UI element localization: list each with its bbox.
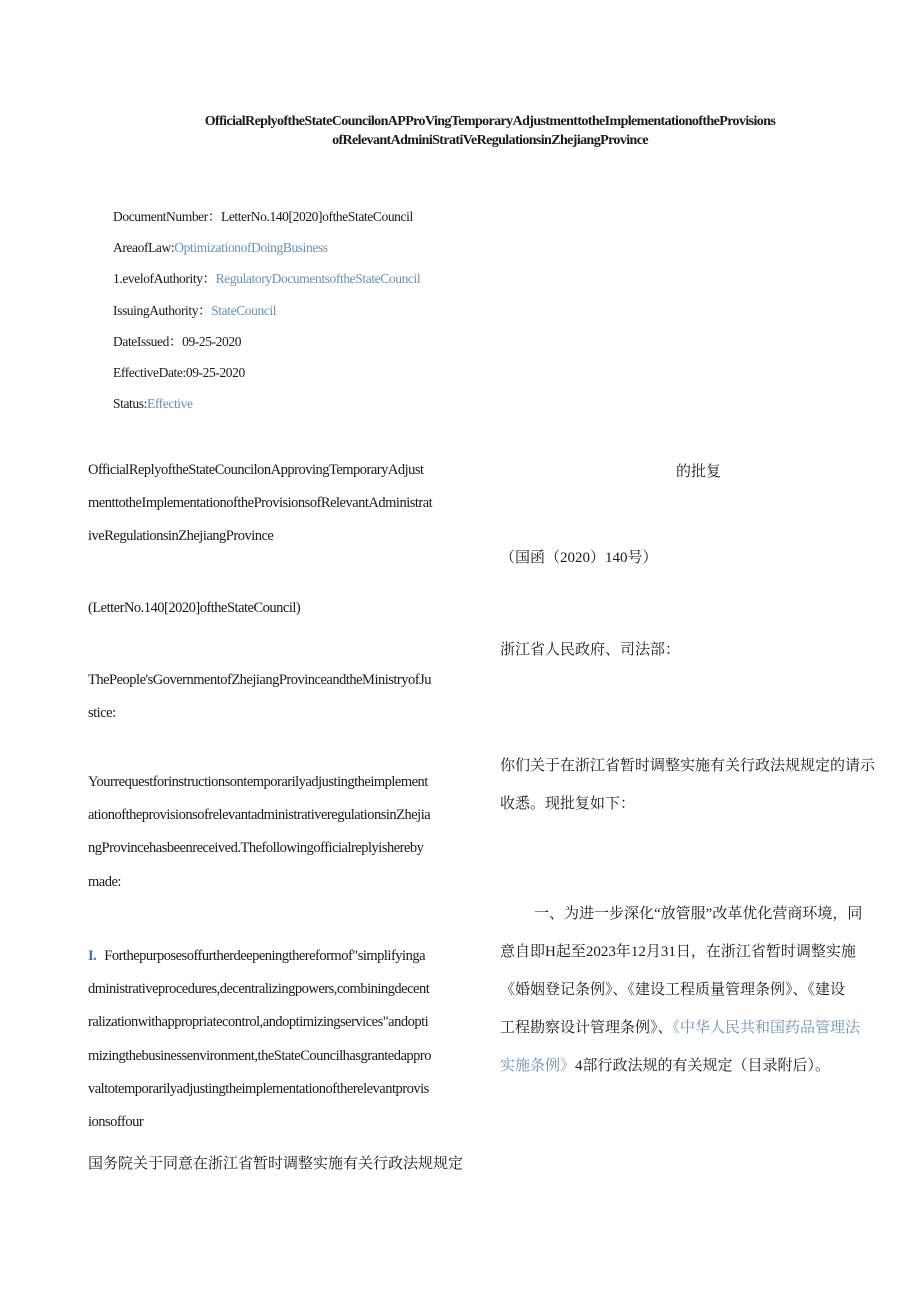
meta-level-of-authority: [113, 268, 420, 299]
meta-label: AreaofLaw:: [113, 240, 175, 256]
chinese-item-1-line: [500, 1016, 862, 1054]
english-heading-line: OfficialReplyoftheStateCouncilonApprovingTemporaryAdjust: [88, 462, 424, 478]
chinese-item-1-text: 4部行政法规的有关规定（目录附后）。: [575, 1058, 831, 1074]
meta-label: DocumentNumber：: [113, 209, 221, 224]
english-letter-number-text: (LetterNo.140[2020]oftheStateCouncil): [88, 600, 301, 616]
english-item-1-line: [88, 944, 431, 977]
drug-admin-law-link-cont[interactable]: 实施条例》: [500, 1058, 576, 1074]
chinese-item-1-text: 工程勘察设计管理条例》、: [500, 1020, 673, 1036]
english-item-1-line: ionsoffour: [88, 1113, 144, 1130]
english-item-1-line: valtotemporarilyadjustingtheimplementationoftherelevantprovis: [88, 1080, 429, 1097]
chinese-item-1-line: 意自即H起至2023年12月31日，在浙江省暂时调整实施: [500, 944, 856, 960]
chinese-item-1: [500, 902, 862, 1092]
meta-label: IssuingAuthority：: [113, 302, 212, 318]
document-title-line-2: ofRelevantAdminiStratiVeRegulationsinZhejiangProvince: [332, 133, 648, 148]
meta-label: 1.evelofAuthority：: [113, 271, 216, 287]
meta-date-issued: [113, 331, 420, 362]
chinese-title-end: 的批复: [676, 464, 722, 480]
chinese-item-1-line: 《婚姻登记条例》、《建设工程质量管理条例》、《建设: [500, 982, 846, 998]
meta-value: 09-25-2020: [182, 333, 242, 349]
english-item-1-line: ralizationwithappropriatecontrol,andoptimizingservices"andopti: [88, 1014, 429, 1031]
meta-document-number: [113, 206, 420, 237]
english-heading-line: menttotheImplementationoftheProvisionsofRelevantAdministrat: [88, 495, 433, 512]
chinese-addressee: 浙江省人民政府、司法部：: [500, 642, 681, 658]
english-intro-line: ationoftheprovisionsofrelevantadministrativeregulationsinZhejia: [88, 807, 431, 824]
item-marker: I.: [88, 948, 97, 964]
english-intro: [88, 770, 430, 903]
document-title: [120, 112, 860, 150]
english-addressee: [88, 668, 431, 734]
english-heading: [88, 458, 432, 558]
issuing-authority-link[interactable]: StateCouncil: [211, 302, 277, 318]
chinese-intro-line: 收悉。现批复如下：: [500, 796, 636, 812]
level-of-authority-link[interactable]: RegulatoryDocumentsoftheStateCouncil: [215, 271, 421, 287]
meta-issuing-authority: [113, 300, 420, 331]
english-addressee-line: stice:: [88, 705, 116, 722]
meta-status: [113, 393, 420, 424]
english-letter-number: [88, 596, 300, 629]
chinese-title-line: 国务院关于同意在浙江省暂时调整实施有关行政法规规定: [88, 1156, 464, 1172]
chinese-document-number: （国函（2020）140号）: [500, 550, 658, 566]
meta-label: DateIssued：: [113, 333, 183, 349]
document-title-line-1: OfficialReplyoftheStateCouncilonAPProVingTemporaryAdjustmenttotheImplementationoftheProvisions: [204, 114, 776, 129]
english-addressee-line: ThePeople'sGovernmentofZhejiangProvinceandtheMinistryofJu: [88, 672, 431, 688]
english-heading-line: iveRegulationsinZhejiangProvince: [88, 528, 274, 545]
english-intro-line: Yourrequestforinstructionsontemporarilyadjustingtheimplement: [88, 774, 428, 790]
metadata-block: [113, 206, 420, 424]
status-link[interactable]: Effective: [146, 396, 193, 412]
english-item-1: [88, 944, 431, 1143]
area-of-law-link[interactable]: OptimizationofDoingBusiness: [174, 240, 328, 256]
meta-effective-date: [113, 362, 420, 393]
chinese-item-1-line: 一、为进一步深化“放管服”改革优化营商环境，同: [534, 906, 863, 922]
chinese-intro: [500, 754, 875, 830]
drug-admin-law-link[interactable]: 《中华人民共和国药品管理法: [672, 1020, 861, 1036]
meta-value: 09-25-2020: [185, 364, 245, 380]
english-intro-line: ngProvincehasbeenreceived.Thefollowingofficialreplyishereby: [88, 840, 424, 857]
chinese-item-1-line: [500, 1054, 862, 1092]
english-intro-line: made:: [88, 873, 121, 890]
meta-value: LetterNo.140[2020]oftheStateCouncil: [220, 209, 413, 224]
english-item-1-line: dministrativeprocedures,decentralizingpowers,combiningdecent: [88, 981, 430, 998]
meta-area-of-law: [113, 237, 420, 268]
english-item-1-text: Forthepurposesoffurtherdeepeningthereformof"simplifyinga: [104, 948, 426, 964]
chinese-intro-line: 你们关于在浙江省暂时调整实施有关行政法规规定的请示: [500, 758, 876, 774]
english-item-1-line: mizingthebusinessenvironment,theStateCouncilhasgrantedappro: [88, 1047, 431, 1064]
meta-label: Status:: [113, 396, 147, 412]
meta-label: EffectiveDate:: [113, 364, 186, 380]
